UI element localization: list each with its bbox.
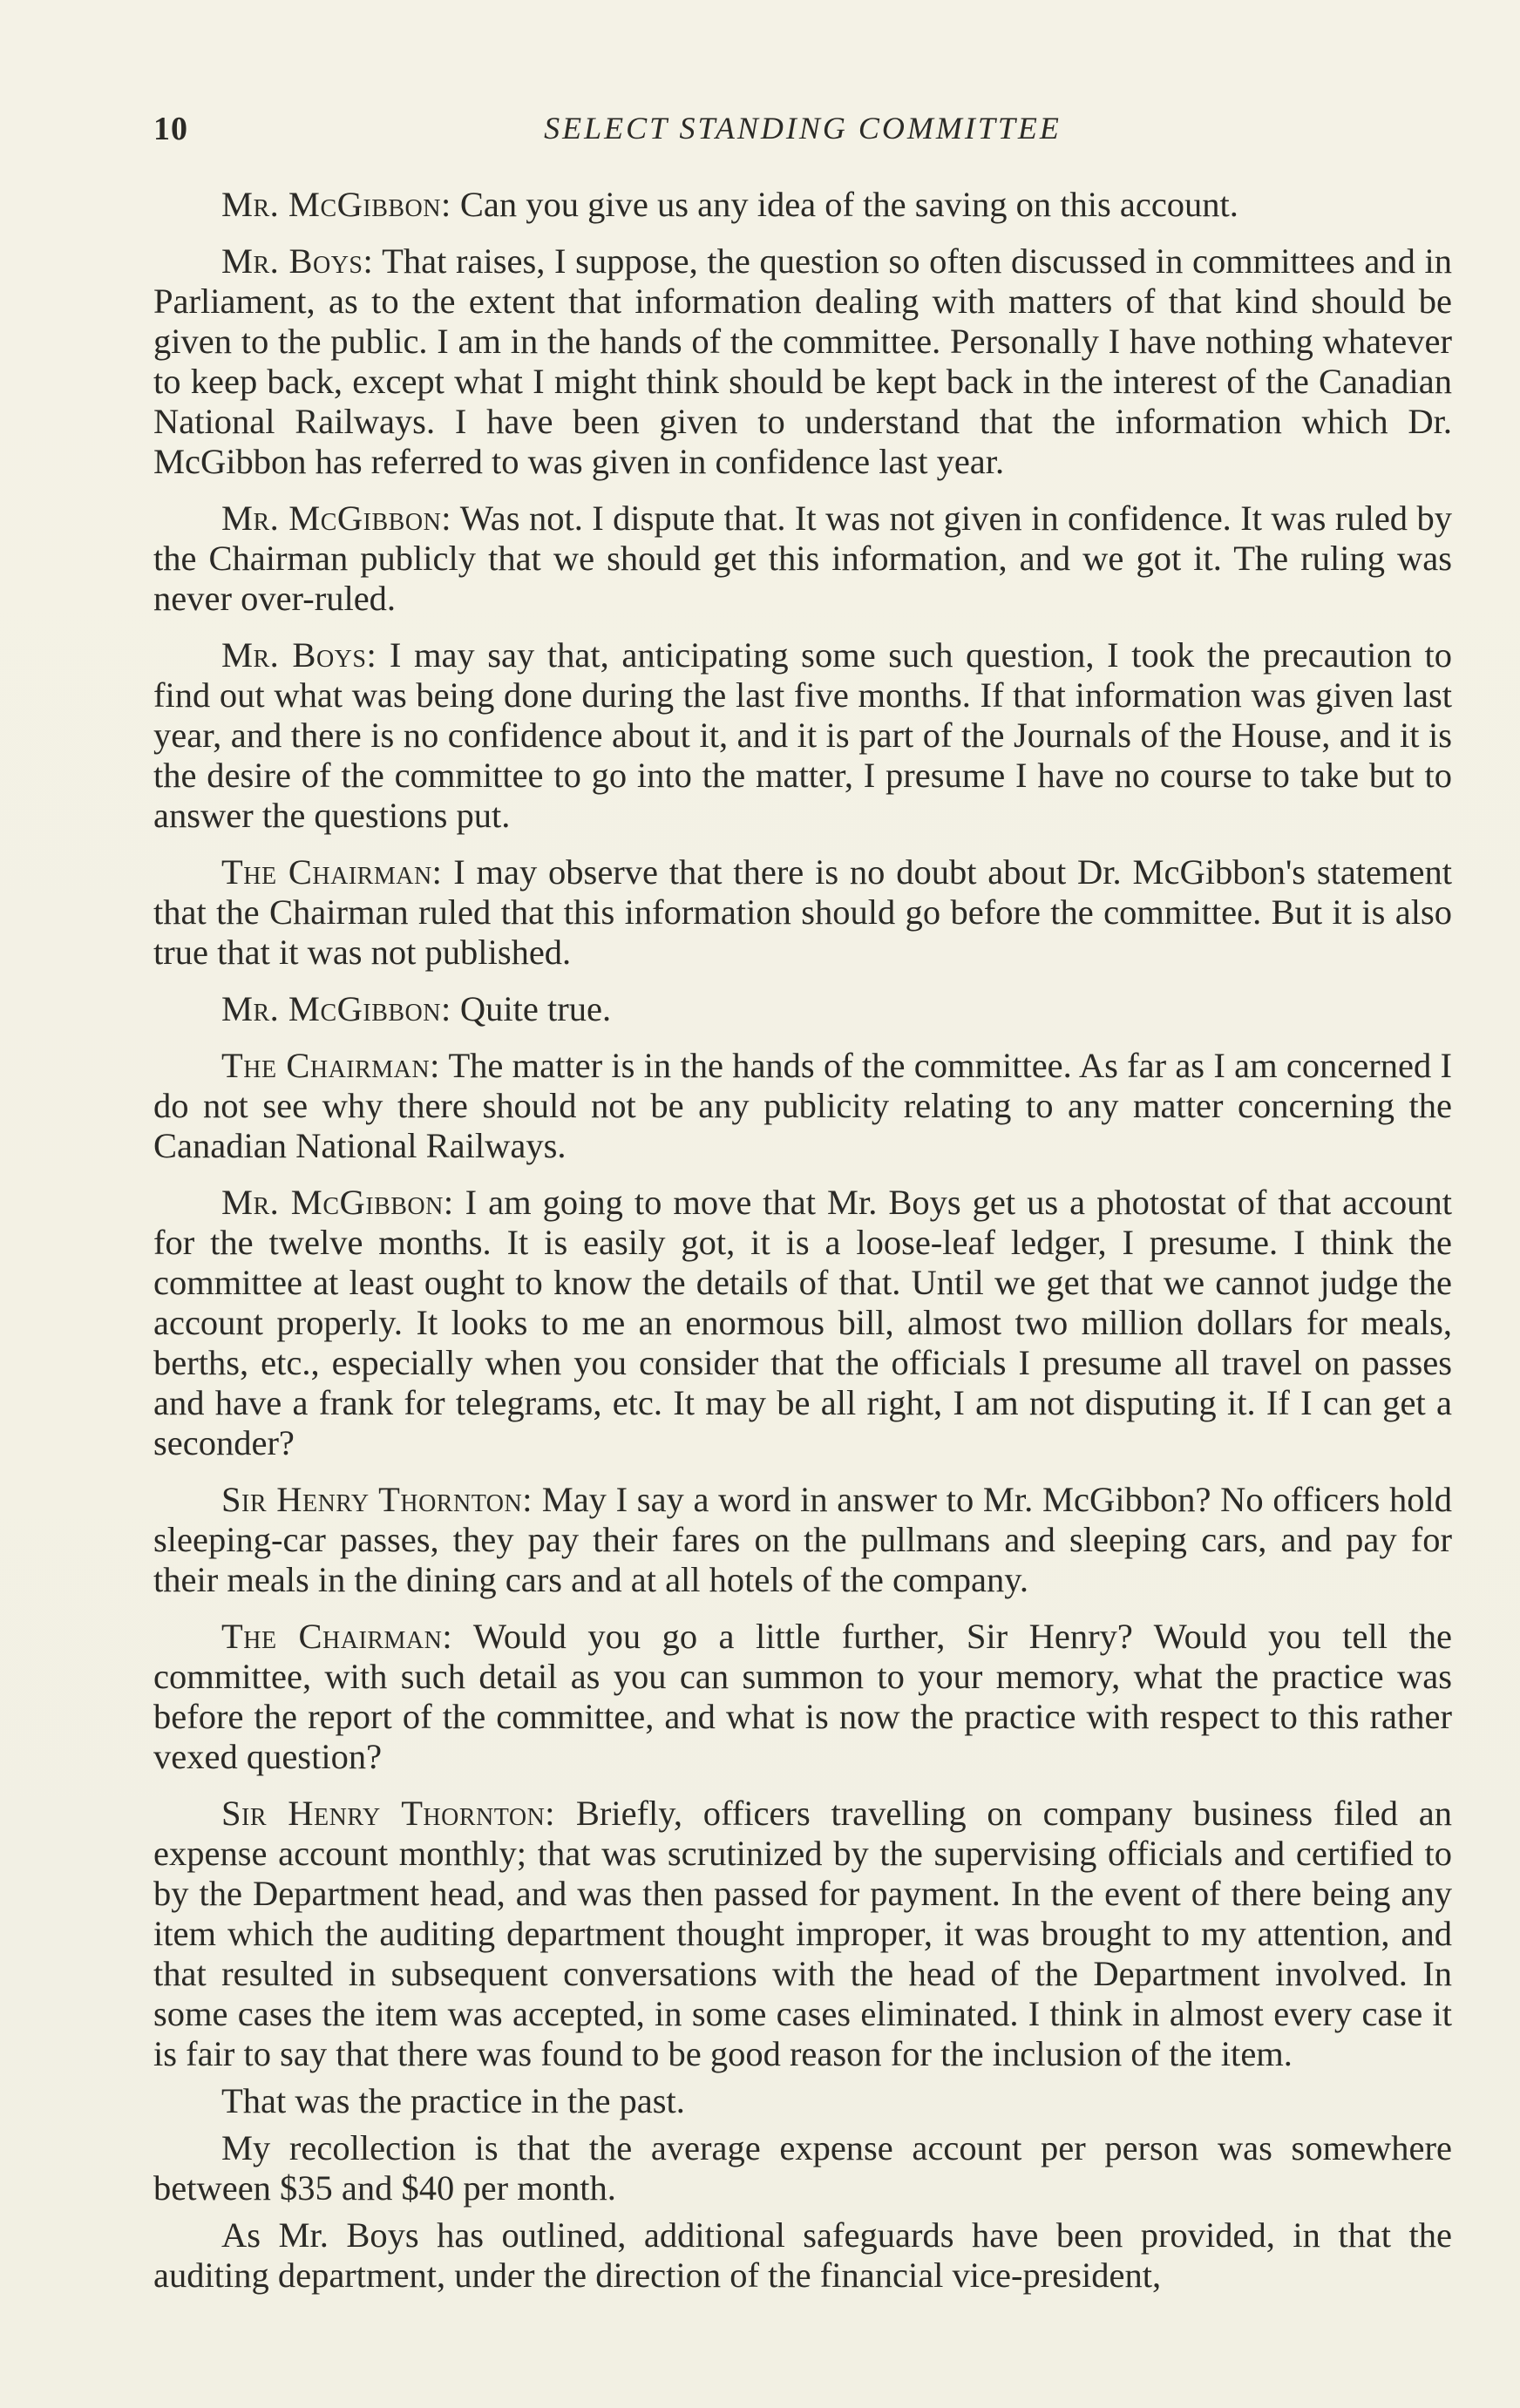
- speaker-name: Sir Henry Thornton:: [221, 1794, 556, 1833]
- paragraph-text: Can you give us any idea of the saving on this account.: [459, 185, 1238, 224]
- paragraph: [153, 2081, 1452, 2121]
- paragraph: [153, 2128, 1452, 2208]
- paragraph-text: That was the practice in the past.: [221, 2081, 685, 2120]
- page-header: [153, 110, 1452, 155]
- paragraph-text: As Mr. Boys has outlined, additional safeguards have been provided, in that the auditing department, under the direction of the financial vice-president,: [153, 2215, 1452, 2295]
- running-head: SELECT STANDING COMMITTEE: [544, 111, 1062, 146]
- paragraph-text: Would you go a little further, Sir Henry? Would you tell the committee, with such detail as you can summon to your memory, what the practice was before the report of the committee, and what is now the practice with respect to this rather vexed question?: [153, 1617, 1452, 1776]
- speaker-name: The Chairman:: [221, 1046, 440, 1085]
- paragraph-text: I may observe that there is no doubt about Dr. McGibbon's statement that the Chairman ruled that this information should go before the committee. But it is also true that it was not published.: [153, 852, 1453, 972]
- paragraph-text: Briefly, officers travelling on company business filed an expense account monthly; that was scrutinized by the supervising officials and certified to by the Department head, and was then passed for payment. In the event of there being any item which the auditing department thought improper, it was brought to my attention, and that resulted in subsequent conversations with the head of the Department involved. In some cases the item was accepted, in some cases eliminated. I think in almost every case it is fair to say that there was found to be good reason for the inclusion of the item.: [153, 1794, 1452, 2073]
- paragraph: [153, 1046, 1452, 1166]
- paragraph-text: I may say that, anticipating some such question, I took the precaution to find out what was being done during the last five months. If that information was given last year, and there is no confidence about it, and it is part of the Journals of the House, and it is the desire of the committee to go into the matter, I presume I have no course to take but to answer the questions put.: [153, 635, 1453, 835]
- paragraph: [153, 1794, 1452, 2074]
- paragraph: [153, 989, 1452, 1029]
- speaker-name: Mr. McGibbon:: [221, 989, 451, 1028]
- paragraph-text: My recollection is that the average expense account per person was somewhere between $35 and $40 per month.: [153, 2128, 1452, 2208]
- paragraph: [153, 1480, 1452, 1600]
- page-number: 10: [153, 111, 188, 147]
- paragraph-text: Quite true.: [459, 989, 612, 1028]
- paragraph-text: That raises, I suppose, the question so often discussed in committees and in Parliament, as to the extent that information dealing with matters of that kind should be given to the public. I am in the hands of the committee. Personally I have nothing whatever to keep back, except what I might think should be kept back in the interest of the Canadian National Railways. I have been given to understand that the information which Dr. McGibbon has referred to was given in confidence last year.: [153, 241, 1452, 481]
- paragraph-text: May I say a word in answer to Mr. McGibbon? No officers hold sleeping-car passes, they pay their fares on the pullmans and sleeping cars, and pay for their meals in the dining cars and at all hotels of the company.: [153, 1480, 1452, 1599]
- speaker-name: Mr. McGibbon:: [221, 1183, 454, 1222]
- paragraph: [153, 852, 1452, 973]
- transcript-body: [153, 185, 1452, 2303]
- paragraph: [153, 185, 1452, 225]
- speaker-name: Mr. McGibbon:: [221, 185, 451, 224]
- paragraph-text: The matter is in the hands of the committee. As far as I am concerned I do not see why there should not be any publicity relating to any matter concerning the Canadian National Railways.: [153, 1046, 1452, 1165]
- speaker-name: Mr. Boys:: [221, 241, 374, 281]
- paragraph: [153, 1617, 1452, 1777]
- speaker-name: The Chairman:: [221, 852, 443, 892]
- paragraph: [153, 499, 1452, 619]
- paragraph: [153, 2215, 1452, 2296]
- speaker-name: Mr. Boys:: [221, 635, 377, 675]
- speaker-name: Sir Henry Thornton:: [221, 1480, 533, 1519]
- paragraph-text: Was not. I dispute that. It was not given in confidence. It was ruled by the Chairman publicly that we should get this information, and we got it. The ruling was never over-ruled.: [153, 499, 1452, 618]
- paragraph-text: I am going to move that Mr. Boys get us a photostat of that account for the twelve months. It is easily got, it is a loose-leaf ledger, I presume. I think the committee at least ought to know the details of that. Until we get that we cannot judge the account properly. It looks to me an enormous bill, almost two million dollars for meals, berths, etc., especially when you consider that the officials I presume all travel on passes and have a frank for telegrams, etc. It may be all right, I am not disputing it. If I can get a seconder?: [153, 1183, 1453, 1462]
- paragraph: [153, 1183, 1452, 1463]
- speaker-name: The Chairman:: [221, 1617, 453, 1656]
- paragraph: [153, 241, 1452, 482]
- paragraph: [153, 635, 1452, 836]
- speaker-name: Mr. McGibbon:: [221, 499, 452, 538]
